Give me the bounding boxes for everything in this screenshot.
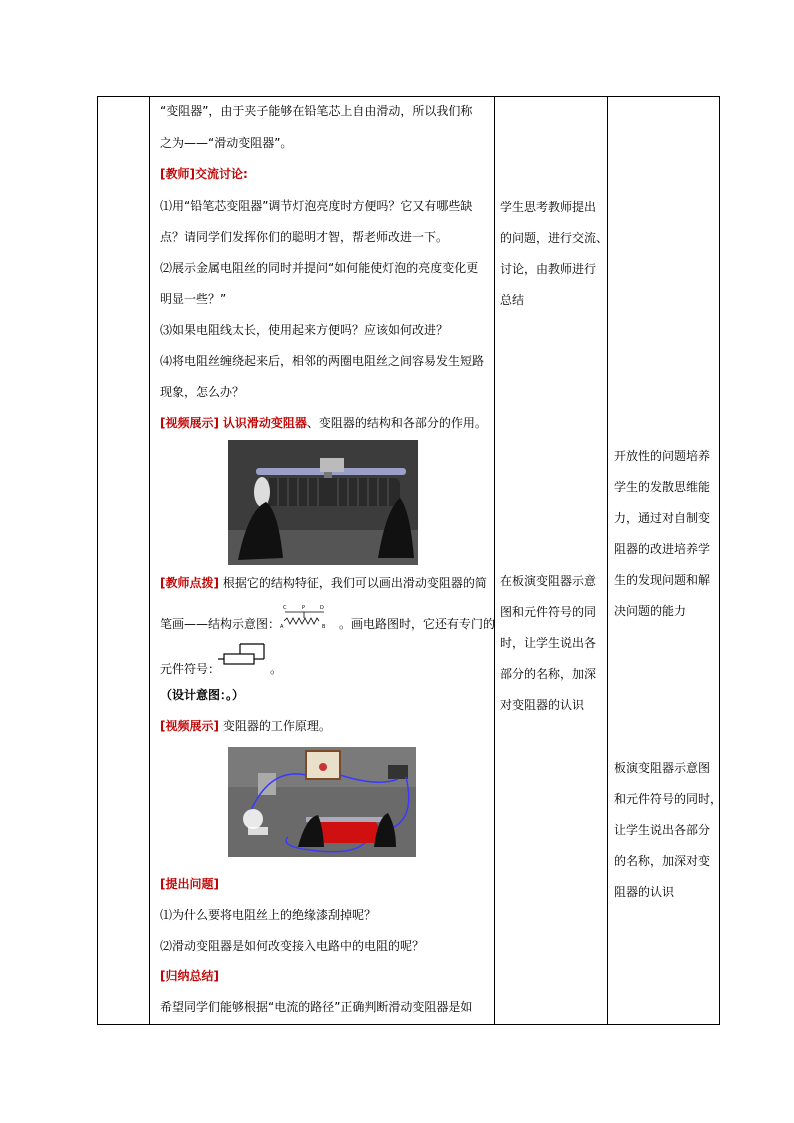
video-description: 变阻器的工作原理。 xyxy=(222,719,331,733)
student-activity-line: 总结 xyxy=(500,293,525,307)
intent-line: 和元件符号的同时， xyxy=(614,792,723,806)
diagram-label-a: A xyxy=(280,624,284,629)
intent-line: 力，通过对自制变 xyxy=(614,511,711,525)
paragraph-line: 之为——“滑动变阻器”。 xyxy=(160,136,293,150)
diagram-label-p: P xyxy=(302,605,306,611)
symbol-text-before: 元件符号： xyxy=(160,662,221,676)
question-line: ⑵展示金属电阻丝的同时并提问“如何能使灯泡的亮度变化更 xyxy=(160,261,479,275)
intent-line: 板演变阻器示意图 xyxy=(614,761,711,775)
student-activity-line: 学生思考教师提出 xyxy=(500,200,597,214)
column-divider xyxy=(149,97,150,1024)
video-description: 、变阻器的结构和各部分的作用。 xyxy=(306,416,487,430)
intent-line: 的名称，加深对变 xyxy=(614,854,711,868)
column-divider xyxy=(494,97,495,1024)
diagram-label-d: D xyxy=(320,605,324,611)
question-line: 点？请同学们发挥你们的聪明才智，帮老师改进一下。 xyxy=(160,230,449,244)
intent-line: 决问题的能力 xyxy=(614,604,687,618)
symbol-text-after: 。 xyxy=(270,662,283,676)
intent-line: 阻器的认识 xyxy=(614,885,675,899)
diagram-label-b: B xyxy=(322,624,326,629)
section-heading-video: [视频展示] xyxy=(160,719,219,733)
student-activity-line: 图和元件符号的同 xyxy=(500,605,597,619)
question-line: ⑴用“铅笔芯变阻器”调节灯泡亮度时方便吗？它又有哪些缺 xyxy=(160,199,473,213)
student-activity-line: 的问题，进行交流、 xyxy=(500,231,609,245)
design-intent: （设计意图：。） xyxy=(160,688,245,702)
rheostat-symbol xyxy=(218,640,268,672)
structure-text-after: 。画电路图时，它还有专门的 xyxy=(339,617,496,631)
summary-line: 希望同学们能够根据“电流的路径”正确判断滑动变阻器是如 xyxy=(160,1000,473,1014)
circuit-photo xyxy=(228,747,416,857)
intent-line: 学生的发散思维能 xyxy=(614,480,711,494)
student-activity-line: 时，让学生说出各 xyxy=(500,636,597,650)
section-heading-point: [教师点拨] xyxy=(160,576,219,590)
student-activity-line: 部分的名称，加深 xyxy=(500,667,597,681)
rheostat-structure-diagram xyxy=(280,603,330,629)
section-heading-summary: [归纳总结] xyxy=(160,969,219,983)
ask-line: ⑵滑动变阻器是如何改变接入电路中的电阻的呢？ xyxy=(160,939,425,953)
question-line: 现象，怎么办？ xyxy=(160,385,245,399)
point-line-1 xyxy=(160,576,487,590)
student-activity-line: 对变阻器的认识 xyxy=(500,698,585,712)
question-line: 明显一些？” xyxy=(160,292,227,306)
paragraph-line: “变阻器”，由于夹子能够在铅笔芯上自由滑动，所以我们称 xyxy=(160,104,473,118)
diagram-label-c: C xyxy=(283,605,287,611)
structure-text-before: 笔画——结构示意图： xyxy=(160,617,281,631)
student-activity-line: 讨论，由教师进行 xyxy=(500,262,597,276)
intent-line: 生的发现问题和解 xyxy=(614,573,711,587)
intent-line: 让学生说出各部分 xyxy=(614,823,711,837)
point-text: 根据它的结构特征，我们可以画出滑动变阻器的简 xyxy=(222,576,487,590)
question-line: ⑷将电阻丝缠绕起来后，相邻的两圈电阻丝之间容易发生短路 xyxy=(160,354,485,368)
video-line-2 xyxy=(160,719,331,733)
section-heading-video: [视频展示] xyxy=(160,416,219,430)
rheostat-photo xyxy=(228,440,418,565)
video-topic: 认识滑动变阻器 xyxy=(222,416,307,430)
question-line: ⑶如果电阻线太长，使用起来方便吗？应该如何改进？ xyxy=(160,323,449,337)
section-heading-discussion: [教师]交流讨论: xyxy=(160,167,248,181)
section-heading-ask: [提出问题] xyxy=(160,877,219,891)
ask-line: ⑴为什么要将电阻丝上的绝缘漆刮掉呢？ xyxy=(160,908,377,922)
video-line-1 xyxy=(160,416,487,430)
student-activity-line: 在板演变阻器示意 xyxy=(500,574,597,588)
intent-line: 开放性的问题培养 xyxy=(614,449,711,463)
intent-line: 阻器的改进培养学 xyxy=(614,542,711,556)
